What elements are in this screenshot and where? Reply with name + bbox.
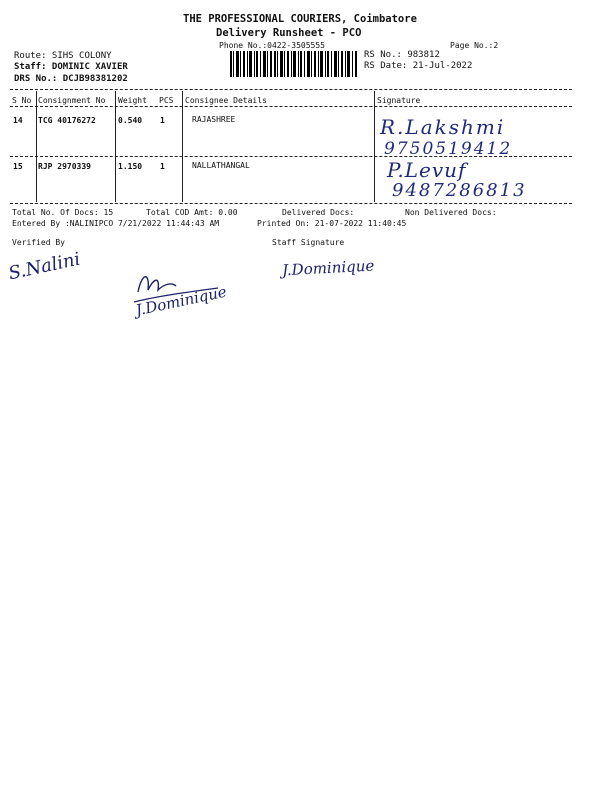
non-delivered-docs: Non Delivered Docs:	[405, 208, 497, 217]
header-consignee: Consignee Details	[185, 96, 267, 105]
row-sno: 15	[13, 162, 23, 171]
staff-signature-lower: J.Dominique	[134, 282, 229, 320]
row-consignee: NALLATHANGAL	[192, 161, 250, 170]
staff-signature-label: Staff Signature	[272, 238, 345, 247]
staff-label: Staff: DOMINIC XAVIER	[14, 62, 128, 72]
row-signature-phone: 9487286813	[392, 180, 527, 201]
header-pcs: PCS	[159, 96, 174, 105]
verified-signature: S.Nalini	[6, 248, 83, 285]
row-pcs: 1	[160, 162, 165, 171]
row-consignment: RJP 2970339	[38, 162, 91, 171]
rs-date: RS Date: 21-Jul-2022	[364, 61, 473, 71]
row-signature-name: R.Lakshmi	[380, 115, 506, 139]
phone-number: Phone No.:0422-3505555	[219, 41, 325, 50]
table-top-rule	[10, 89, 572, 90]
header-signature: Signature	[377, 96, 421, 105]
verified-by-label: Verified By	[12, 238, 65, 247]
row-consignment: TCG 40176272	[38, 116, 96, 125]
header-sno: S No	[12, 96, 32, 105]
rs-number: RS No.: 983812	[364, 50, 440, 60]
row-sno: 14	[13, 116, 23, 125]
total-cod: Total COD Amt: 0.00	[146, 208, 238, 217]
printed-on: Printed On: 21-07-2022 11:40:45	[257, 219, 407, 228]
table-bottom-rule	[10, 203, 572, 204]
route-label: Route: SIHS COLONY	[14, 51, 112, 61]
table-header-rule	[10, 106, 572, 107]
document-title: Delivery Runsheet - PCO	[216, 27, 362, 39]
col-divider	[374, 91, 375, 202]
row-weight: 1.150	[118, 162, 143, 171]
row-signature-phone: 9750519412	[384, 139, 513, 159]
company-name: THE PROFESSIONAL COURIERS, Coimbatore	[183, 13, 417, 25]
col-divider	[36, 91, 37, 202]
entered-by: Entered By :NALINIPCO 7/21/2022 11:44:43 AM	[12, 219, 220, 228]
header-consignment: Consignment No	[38, 96, 106, 105]
drs-number: DRS No.: DCJB98381202	[14, 74, 128, 84]
row-signature-name: P.Levuf	[387, 158, 467, 182]
col-divider	[115, 91, 116, 202]
col-divider	[182, 91, 183, 202]
total-docs: Total No. Of Docs: 15	[12, 208, 114, 217]
row-pcs: 1	[160, 116, 165, 125]
row-consignee: RAJASHREE	[192, 115, 236, 124]
row-weight: 0.540	[118, 116, 143, 125]
staff-signature-main: J.Dominique	[281, 256, 375, 280]
page-number: Page No.:2	[450, 41, 499, 50]
delivered-docs: Delivered Docs:	[282, 208, 355, 217]
barcode	[230, 51, 358, 77]
header-weight: Weight	[118, 96, 147, 105]
